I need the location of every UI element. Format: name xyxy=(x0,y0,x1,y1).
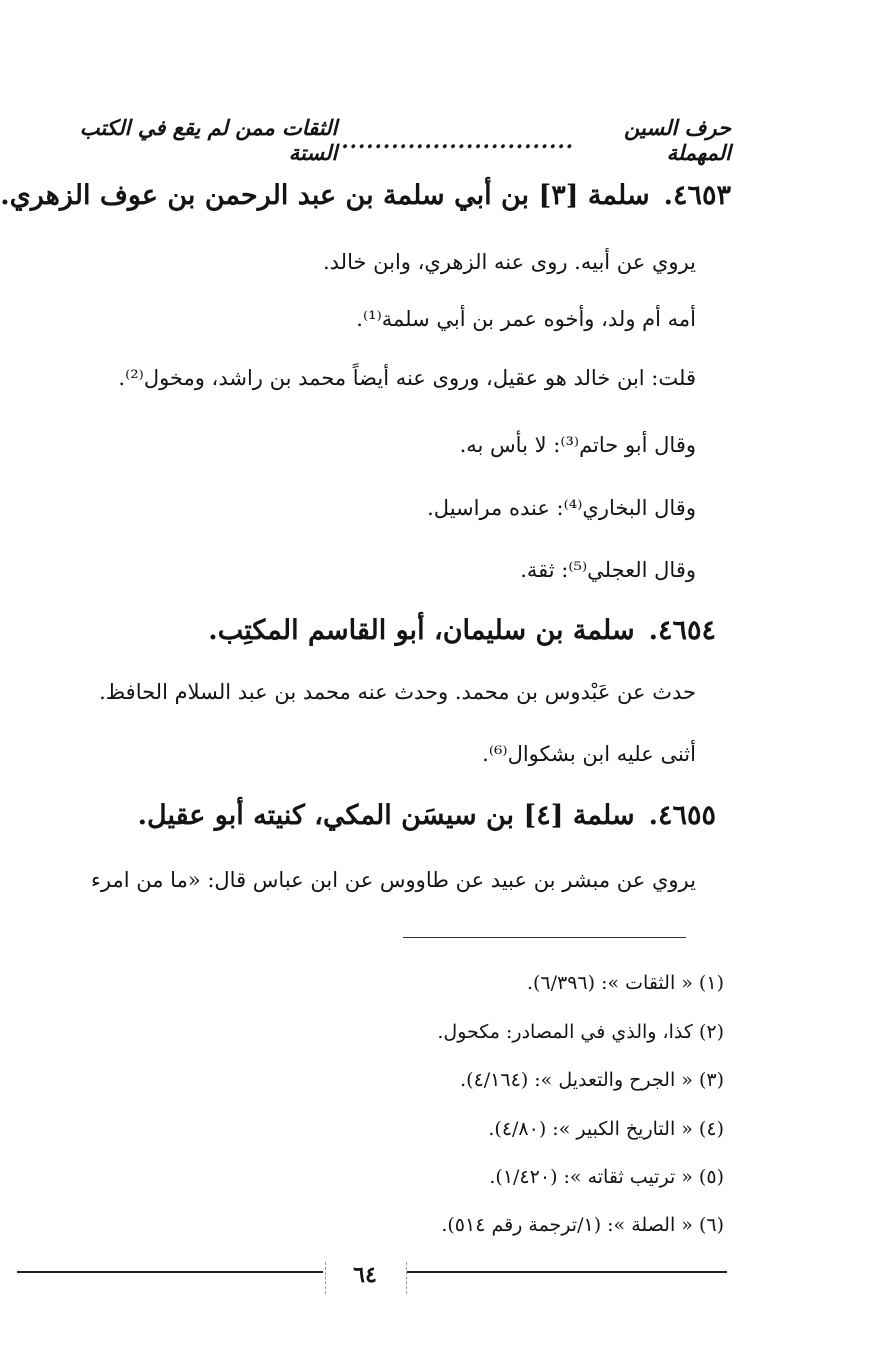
header-chapter: حرف السين المهملة xyxy=(624,115,731,165)
footnote: (٤) « التاريخ الكبير »: (٤/٨٠). xyxy=(488,1118,724,1140)
entry-number: ٤٦٥٣. xyxy=(663,180,731,211)
entry-heading xyxy=(138,800,716,831)
text-line: قلت: ابن خالد هو عقيل، وروى عنه أيضاً محمد بن راشد، ومخول⁽²⁾. xyxy=(118,366,696,390)
footnote: (٦) « الصلة »: (١/ترجمة رقم ٥١٤). xyxy=(441,1214,724,1236)
footnote: (١) « الثقات »: (٦/٣٩٦). xyxy=(526,972,724,994)
footnote: (٣) « الجرح والتعديل »: (٤/١٦٤). xyxy=(460,1069,724,1091)
header-book-title: الثقات ممن لم يقع في الكتب الستة xyxy=(79,115,338,165)
text-line: وقال البخاري⁽⁴⁾: عنده مراسيل. xyxy=(427,496,696,520)
entry-title: سلمة [٣] بن أبي سلمة بن عبد الرحمن بن عوف الزهري. xyxy=(0,180,650,211)
entry-title: سلمة [٤] بن سيسَن المكي، كنيته أبو عقيل. xyxy=(137,800,635,831)
entry-title: سلمة بن سليمان، أبو القاسم المكتِب. xyxy=(208,615,635,646)
entry-heading xyxy=(0,180,731,211)
entry-number: ٤٦٥٤. xyxy=(648,615,716,646)
header-dots: ............................ xyxy=(341,127,575,153)
text-line: حدث عن عَبْدوس بن محمد. وحدث عنه محمد بن عبد السلام الحافظ. xyxy=(99,680,696,704)
text-line: وقال أبو حاتم⁽³⁾: لا بأس به. xyxy=(459,433,696,457)
footnote-separator xyxy=(403,937,686,938)
entry-heading xyxy=(208,615,716,646)
running-header xyxy=(69,115,731,165)
footer-rule-left xyxy=(17,1271,323,1273)
text-line: وقال العجلي⁽⁵⁾: ثقة. xyxy=(520,558,696,582)
page-number: ٦٤ xyxy=(353,1262,377,1288)
entry-number: ٤٦٥٥. xyxy=(648,800,716,831)
footer-rule-right xyxy=(407,1271,727,1273)
text-line: أمه أم ولد، وأخوه عمر بن أبي سلمة⁽¹⁾. xyxy=(356,307,696,331)
footnote: (٢) كذا، والذي في المصادر: مكحول. xyxy=(437,1021,724,1043)
footnote: (٥) « ترتيب ثقاته »: (١/٤٢٠). xyxy=(489,1166,724,1188)
text-line: يروي عن أبيه. روى عنه الزهري، وابن خالد. xyxy=(322,250,696,274)
text-line: يروي عن مبشر بن عبيد عن طاووس عن ابن عباس قال: «ما من امرء xyxy=(91,868,696,892)
text-line: أثنى عليه ابن بشكوال⁽⁶⁾. xyxy=(482,742,696,766)
